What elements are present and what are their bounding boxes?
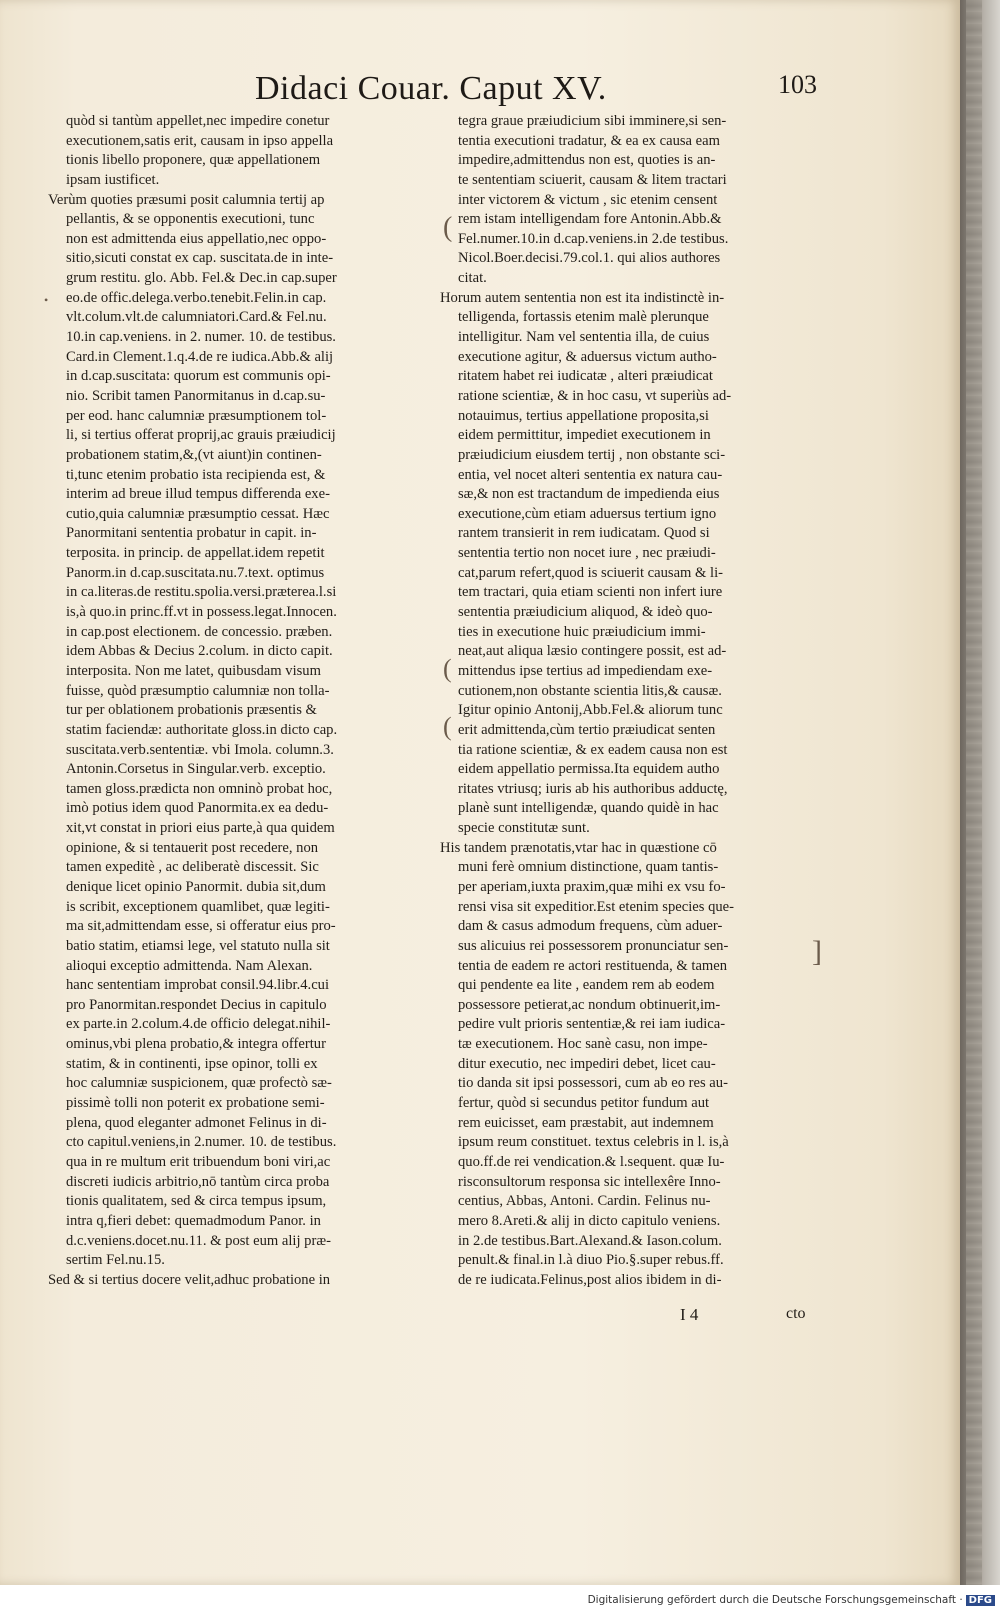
text-line: tia ratione scientiæ, & ex eadem causa non est	[458, 741, 728, 758]
text-line: muni ferè omnium distinctione, quam tantis-	[458, 859, 719, 876]
text-line: d.c.veniens.docet.nu.11. & post eum alij præ-	[66, 1232, 331, 1249]
text-line: suscitata.verb.sententiæ. vbi Imola. column.3.	[66, 741, 334, 758]
text-line: in cap.post electionem. de concessio. præben.	[66, 623, 333, 640]
text-line: idem Abbas & Decius 2.colum. in dicto capit.	[66, 643, 333, 660]
text-line: pro Panormitan.respondet Decius in capitulo	[66, 996, 327, 1013]
text-line: ominus,vbi plena probatio,& integra offertur	[66, 1036, 326, 1053]
text-line: ritatem habet rei iudicatæ , alteri præiudicat	[458, 368, 713, 385]
text-line: rem istam intelligendam fore Antonin.Abb.&	[458, 211, 722, 228]
text-line: statim faciendæ: authoritate gloss.in dicto cap.	[66, 721, 338, 738]
text-line: præiudicium eiusdem tertij , non obstante sci-	[458, 446, 726, 463]
text-line: qui pendente ea lite , eandem rem ab eodem	[458, 977, 715, 994]
text-line: xit,vt constat in priori eius parte,à qua quidem	[66, 820, 335, 837]
text-line: pellantis, & se opponentis executioni, tunc	[66, 211, 315, 228]
text-line: erit admittenda,cùm tertio præiudicat senten	[458, 721, 716, 738]
text-line: notauimus, tertius appellatione proposita,si	[458, 407, 709, 424]
margin-mark: •	[44, 293, 49, 307]
text-line: eidem permittitur, impediet executionem in	[458, 427, 711, 444]
text-line: intra q,fieri debet: quemadmodum Panor. in	[66, 1212, 321, 1229]
text-line: interposita. Non me latet, quibusdam visum	[66, 662, 321, 679]
text-line: imò potius idem quod Panormita.ex ea dedu-	[66, 800, 329, 817]
text-line: interim ad breue illud tempus differenda exe-	[66, 486, 330, 503]
book-edge	[960, 0, 1000, 1585]
text-line: telligenda, fortassis etenim malè plerunque	[458, 309, 709, 326]
text-column-right	[440, 112, 822, 1290]
text-line: Igitur opinio Antonij,Abb.Fel.& aliorum tunc	[458, 702, 723, 719]
text-line: Card.in Clement.1.q.4.de re iudica.Abb.& alij	[66, 348, 334, 365]
text-line: hanc sententiam improbat consil.94.libr.4.cui	[66, 977, 330, 994]
text-line: Sed & si tertius docere velit,adhuc probatione in	[48, 1271, 331, 1288]
text-line: rensi visa sit expeditior.Est etenim species que-	[458, 898, 734, 915]
text-line: risconsultorum responsa sic intellexêre Inno-	[458, 1173, 721, 1190]
text-line: quo.ff.de rei vendication.& l.sequent. quæ Iu-	[458, 1153, 725, 1170]
text-line: tamen gloss.prædicta non omninò probat hoc,	[66, 780, 333, 797]
text-line: per eod. hanc calumniæ præsumptionem tol-	[66, 407, 327, 424]
text-line: grum restitu. glo. Abb. Fel.& Dec.in cap.super	[66, 270, 337, 287]
text-line: sæ,& non est tractandum de impedienda eius	[458, 486, 720, 503]
text-line: 10.in cap.veniens. in 2. numer. 10. de testibus.	[66, 329, 336, 346]
text-line: eo.de offic.delega.verbo.tenebit.Felin.in cap.	[66, 289, 327, 306]
text-line: planè sunt intelligendæ, quando quidè in hac	[458, 800, 719, 817]
running-title: Didaci Couar. Caput XV.	[255, 70, 607, 107]
text-line: executione agitur, & aduersus victum autho-	[458, 348, 717, 365]
text-line: possessore petierat,ac nondum obtinuerit,im-	[458, 996, 721, 1013]
text-line: Horum autem sententia non est ita indistinctè in-	[440, 289, 725, 306]
text-line: ipsam iustificet.	[66, 171, 160, 188]
text-line: Panormitani sententia probatur in capit. in-	[66, 525, 317, 542]
text-line: probationem statim,&,(vt aiunt)in continen-	[66, 446, 322, 463]
digitization-footer	[580, 1594, 995, 1612]
text-line: citat.	[458, 270, 487, 287]
text-line: tionis libello proponere, quæ appellationem	[66, 152, 321, 169]
footer-text: Digitalisierung gefördert durch die Deutsche Forschungsgemeinschaft ·	[587, 1594, 963, 1606]
text-line: de re iudicata.Felinus,post alios ibidem in di-	[458, 1271, 722, 1288]
text-line: ti,tunc etenim probatio ista recipienda est, &	[66, 466, 326, 483]
text-line: discreti iudicis arbitrio,nō tantùm circa proba	[66, 1173, 330, 1190]
text-line: fertur, quòd si secundus petitor fundum aut	[458, 1095, 710, 1112]
signature-mark: I 4	[680, 1305, 699, 1324]
text-line: neat,aut aliqua læsio contingere possit, est ad-	[458, 643, 727, 660]
text-line: cto capitul.veniens,in 2.numer. 10. de testibus.	[66, 1134, 337, 1151]
page-edge-strip	[966, 0, 982, 1585]
text-line: penult.& final.in l.à diuo Pio.§.super rebus.ff.	[458, 1252, 724, 1269]
text-line: pedire vult prioris sententiæ,& rei iam iudica-	[458, 1016, 726, 1033]
text-line: tem tractari, quia etiam scienti non infert iure	[458, 584, 723, 601]
text-line: rantem transierit in rem iudicatam. Quod si	[458, 525, 710, 542]
text-line: sus alicuius rei possessorem pronunciatur sen-	[458, 937, 729, 954]
text-line: ritates vtriusq; iuris ab his authoribus adductę,	[458, 780, 728, 797]
text-line: fuisse, quòd præsumptio calumniæ non tolla-	[66, 682, 330, 699]
text-line: tionis qualitatem, sed & circa tempus ipsum,	[66, 1193, 327, 1210]
text-line: denique licet opinio Panormit. dubia sit,dum	[66, 878, 326, 895]
text-line: ex parte.in 2.colum.4.de officio delegat.nihil-	[66, 1016, 331, 1033]
margin-bracket: (	[443, 212, 453, 243]
catchword: cto	[786, 1305, 806, 1322]
text-line: rem euicisset, eam præstabit, aut indemnem	[458, 1114, 714, 1131]
text-line: ratione scientiæ, & in hoc casu, vt superiùs ad-	[458, 387, 732, 404]
text-line: tur per oblationem probationis præsentis &	[66, 702, 317, 719]
text-line: eidem appellatio permissa.Ita equidem autho	[458, 761, 720, 778]
text-column-left	[48, 112, 426, 1290]
text-line: plena, quod eleganter admonet Felinus in di-	[66, 1114, 327, 1131]
text-line: sententia tertio non nocet iure , nec præiudi-	[458, 545, 716, 562]
text-line: tegra graue præiudicium sibi imminere,si sen-	[458, 113, 727, 129]
text-line: pissimè tolli non poterit ex probatione semi-	[66, 1095, 325, 1112]
text-line: qua in re multum erit tribuendum boni viri,ac	[66, 1153, 331, 1170]
text-line: tentia executioni tradatur, & ea ex causa eam	[458, 132, 720, 149]
text-line: cat,parum refert,quod is sciuerit causam & li-	[458, 564, 724, 581]
text-line: inter victorem & victum , sic etenim censent	[458, 191, 718, 208]
text-line: tentia de eadem re actori restituenda, & tamen	[458, 957, 728, 974]
text-line: Panorm.in d.cap.suscitata.nu.7.text. optimus	[66, 564, 325, 581]
text-line: is,à quo.in princ.ff.vt in possess.legat.Innocen.	[66, 604, 337, 621]
text-line: Antonin.Corsetus in Singular.verb. exceptio.	[66, 761, 326, 778]
text-line: executionem,satis erit, causam in ipso appella	[66, 132, 334, 149]
text-line: sitio,sicuti constat ex cap. suscitata.de in inte-	[66, 250, 334, 267]
text-line: tamen expeditè , ac deliberatè discessit. Sic	[66, 859, 319, 876]
text-line: ditur executio, nec impediri debet, licet cau-	[458, 1055, 716, 1072]
text-line: in ca.literas.de restitu.spolia.versi.præterea.l.si	[66, 584, 337, 601]
text-line: alioqui exceptio admittenda. Nam Alexan.	[66, 957, 313, 974]
text-line: executione,cùm etiam aduersus tertium igno	[458, 505, 717, 522]
text-line: terposita. in princip. de appellat.idem repetit	[66, 545, 325, 562]
text-line: Nicol.Boer.decisi.79.col.1. qui alios authores	[458, 250, 721, 267]
text-line: His tandem prænotatis,vtar hac in quæstione cō	[440, 839, 717, 856]
text-line: ipsum reum constituet. textus celebris in l. is,à	[458, 1134, 729, 1151]
text-line: Fel.numer.10.in d.cap.veniens.in 2.de testibus.	[458, 230, 729, 247]
dfg-logo: DFG	[966, 1595, 995, 1606]
text-line: tio danda sit ipsi possessori, cum ab eo res au-	[458, 1075, 728, 1092]
text-line: mero 8.Areti.& alij in dicto capitulo veniens.	[458, 1212, 721, 1229]
text-line: quòd si tantùm appellet,nec impedire conetur	[66, 113, 330, 129]
text-line: in 2.de testibus.Bart.Alexand.& Iason.colum.	[458, 1232, 722, 1249]
margin-bracket: (	[443, 712, 452, 741]
margin-bracket: ]	[812, 935, 822, 968]
text-line: is scribit, exceptionem quamlibet, quæ legiti-	[66, 898, 330, 915]
text-line: te sententiam sciuerit, causam & litem tractari	[458, 171, 727, 188]
text-line: opinione, & si tentauerit post recedere, non	[66, 839, 319, 856]
text-line: nio. Scribit tamen Panormitanus in d.cap.su-	[66, 387, 326, 404]
text-line: mittendus ipse tertius ad impediendam exe-	[458, 662, 713, 679]
text-line: entia, vel nocet alteri sententia ex natura cau-	[458, 466, 723, 483]
text-line: dam & casus admodum frequens, cùm aduer-	[458, 918, 723, 935]
text-line: cutionem,non obstante scientia litis,& causæ.	[458, 682, 722, 699]
folio-number: 103	[778, 70, 817, 99]
text-line: vlt.colum.vlt.de calumniatori.Card.& Fel.nu.	[66, 309, 327, 326]
text-line: per aperiam,iuxta praxim,quæ mihi ex vsu fo-	[458, 878, 726, 895]
text-line: li, si tertius offerat proprij,ac grauis præiudicij	[66, 427, 336, 444]
text-line: hoc calumniæ suspicionem, quæ profectò sæ-	[66, 1075, 332, 1092]
text-line: intelligitur. Nam vel sententia illa, de cuius	[458, 329, 710, 346]
text-line: non est admittenda eius appellatio,nec oppo-	[66, 230, 327, 247]
margin-bracket: (	[443, 654, 452, 683]
text-line: centius, Abbas, Antoni. Cardin. Felinus nu-	[458, 1193, 711, 1210]
text-line: batio statim, etiamsi lege, vel statuto nulla sit	[66, 937, 330, 954]
text-line: ma sit,admittendam esse, si offeratur eius pro-	[66, 918, 336, 935]
text-line: sertim Fel.nu.15.	[66, 1252, 165, 1269]
text-line: statim, & in continenti, ipse opinor, tolli ex	[66, 1055, 318, 1072]
text-line: in d.cap.suscitata: quorum est communis opi-	[66, 368, 331, 385]
text-line: impedire,admittendus non est, quoties is an-	[458, 152, 716, 169]
text-line: ties in executione huic præiudicium immi-	[458, 623, 706, 640]
text-line: Verùm quoties præsumi posit calumnia tertij ap	[48, 191, 325, 208]
text-line: specie constitutæ sunt.	[458, 820, 590, 837]
text-line: sententia præiudicium aliquod, & ideò quo-	[458, 604, 713, 621]
text-line: tæ executionem. Hoc sanè casu, non impe-	[458, 1036, 708, 1053]
text-line: cutio,quia calumniæ præsumptio cessat. Hæc	[66, 505, 330, 522]
running-header	[255, 62, 815, 112]
